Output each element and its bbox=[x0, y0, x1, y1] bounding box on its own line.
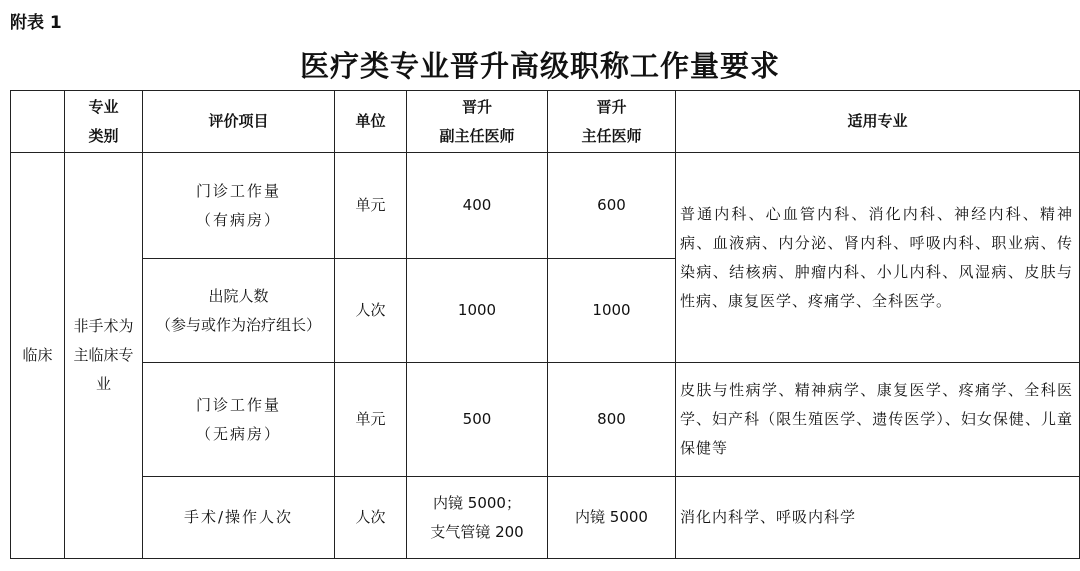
header-blank bbox=[11, 91, 65, 153]
chief-cell: 1000 bbox=[548, 259, 676, 363]
workload-table bbox=[10, 90, 1080, 559]
applicable-specialties-cell: 消化内科学、呼吸内科学 bbox=[676, 477, 1080, 559]
deputy-chief-cell: 500 bbox=[407, 363, 548, 477]
deputy-chief-cell: 400 bbox=[407, 153, 548, 259]
applicable-specialties-cell: 皮肤与性病学、精神病学、康复医学、疼痛学、全科医学、妇产科（限生殖医学、遗传医学）、妇女保健、儿童保健等 bbox=[676, 363, 1080, 477]
eval-item-cell: 手术/操作人次 bbox=[143, 477, 335, 559]
page-title: 医疗类专业晋升高级职称工作量要求 bbox=[299, 49, 780, 83]
chief-cell: 内镜 5000 bbox=[548, 477, 676, 559]
header-category: 专业 类别 bbox=[65, 91, 143, 153]
header-deputy-chief: 晋升 副主任医师 bbox=[407, 91, 548, 153]
header-applicable: 适用专业 bbox=[676, 91, 1080, 153]
header-unit: 单位 bbox=[335, 91, 407, 153]
appendix-label: 附表 1 bbox=[10, 13, 62, 33]
professional-type-cell: 非手术为 主临床专 业 bbox=[65, 153, 143, 559]
unit-cell: 单元 bbox=[335, 363, 407, 477]
unit-cell: 人次 bbox=[335, 259, 407, 363]
header-chief: 晋升 主任医师 bbox=[548, 91, 676, 153]
chief-cell: 800 bbox=[548, 363, 676, 477]
header-eval-item: 评价项目 bbox=[143, 91, 335, 153]
eval-item-cell: 门诊工作量 （有病房） bbox=[143, 153, 335, 259]
deputy-chief-cell: 1000 bbox=[407, 259, 548, 363]
header-row bbox=[11, 91, 1080, 153]
table-row bbox=[11, 153, 1080, 259]
table-row bbox=[11, 477, 1080, 559]
category-cell: 临床 bbox=[11, 153, 65, 559]
applicable-specialties-cell: 普通内科、心血管内科、消化内科、神经内科、精神病、血液病、内分泌、肾内科、呼吸内科、职业病、传染病、结核病、肿瘤内科、小儿内科、风湿病、皮肤与性病、康复医学、疼痛学、全科医学。 bbox=[676, 153, 1080, 363]
eval-item-cell: 门诊工作量 （无病房） bbox=[143, 363, 335, 477]
chief-cell: 600 bbox=[548, 153, 676, 259]
deputy-chief-cell: 内镜 5000； 支气管镜 200 bbox=[407, 477, 548, 559]
table-row bbox=[11, 363, 1080, 477]
unit-cell: 人次 bbox=[335, 477, 407, 559]
eval-item-cell: 出院人数 （参与或作为治疗组长） bbox=[143, 259, 335, 363]
unit-cell: 单元 bbox=[335, 153, 407, 259]
